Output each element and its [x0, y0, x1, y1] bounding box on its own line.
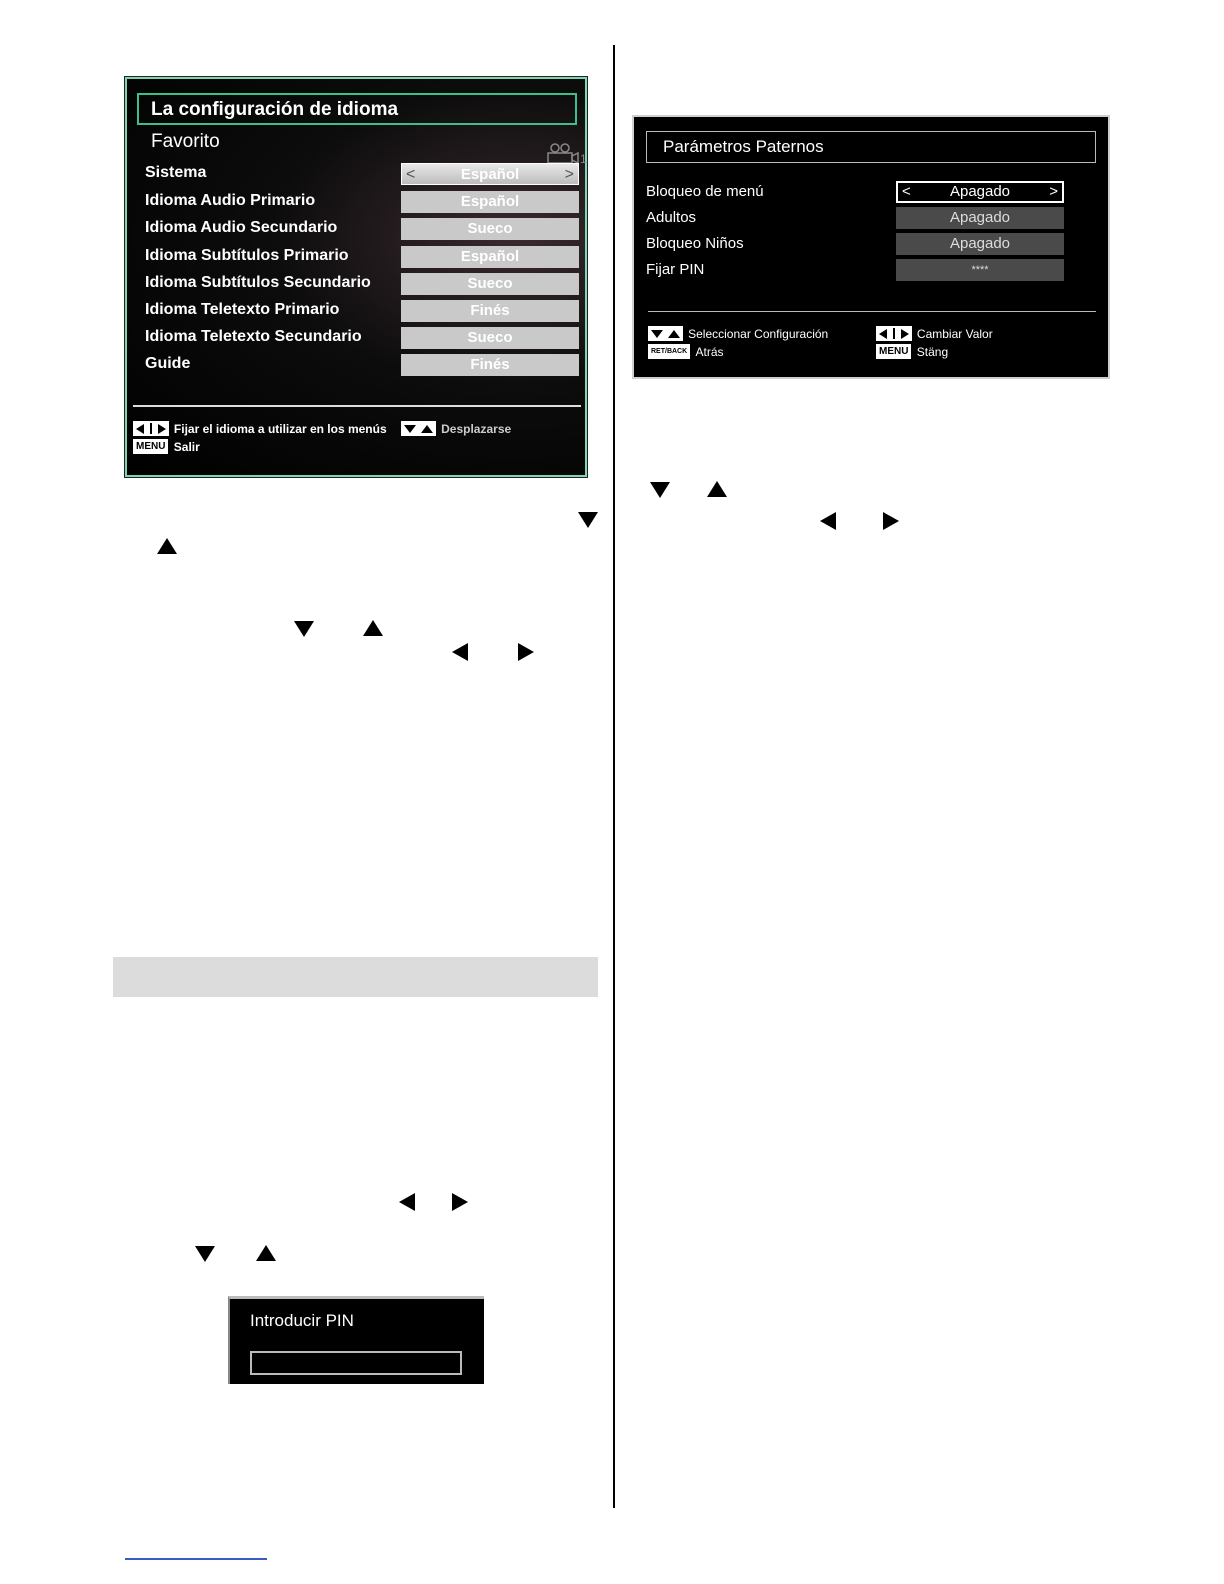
arrow-up-icon	[157, 538, 177, 554]
arrow-left-icon	[820, 512, 836, 530]
menu-key-icon: MENU	[876, 344, 911, 359]
parental-row-adults[interactable]	[646, 207, 1086, 229]
help-change: Cambiar Valor	[876, 326, 993, 341]
arrow-right-icon	[883, 512, 899, 530]
chevron-right-icon[interactable]: >	[564, 166, 574, 183]
row-label: Guide	[145, 355, 191, 372]
row-label: Idioma Subtítulos Primario	[145, 247, 349, 264]
parental-row-set-pin[interactable]	[646, 259, 1086, 281]
parental-row-child-lock[interactable]	[646, 233, 1086, 255]
row-value[interactable]: Finés	[401, 300, 579, 322]
row-label: Idioma Teletexto Primario	[145, 301, 340, 318]
row-label: Sistema	[145, 164, 207, 181]
row-value[interactable]: Apagado	[896, 207, 1064, 229]
column-divider	[613, 45, 615, 1508]
arrow-right-icon	[452, 1193, 468, 1211]
arrow-down-icon	[650, 482, 670, 498]
row-value[interactable]: Sueco	[401, 327, 579, 349]
language-row-audio-primary[interactable]	[145, 191, 585, 215]
arrow-down-icon	[578, 512, 598, 528]
row-label: Bloqueo de menú	[646, 183, 764, 200]
language-value-selector[interactable]	[401, 163, 579, 185]
up-down-key-icon	[648, 326, 683, 341]
arrow-left-icon	[452, 643, 468, 661]
row-label: Fijar PIN	[646, 261, 705, 278]
row-label: Idioma Audio Primario	[145, 192, 316, 209]
row-label: Bloqueo Niños	[646, 235, 744, 252]
help-set-language: Fijar el idioma a utilizar en los menús	[133, 421, 387, 436]
help-close: MENU Stäng	[876, 344, 948, 359]
arrow-up-icon	[256, 1245, 276, 1261]
row-value[interactable]: ****	[896, 259, 1064, 281]
language-row-guide[interactable]	[145, 354, 585, 378]
parental-row-menu-lock[interactable]	[646, 181, 1086, 203]
help-exit: MENU Salir	[133, 439, 200, 454]
parental-settings-screen	[632, 115, 1110, 379]
row-label: Idioma Teletexto Secundario	[145, 328, 362, 345]
language-menu-title: La configuración de idioma	[137, 93, 577, 125]
menu-key-icon: MENU	[133, 439, 168, 454]
arrow-up-icon	[363, 620, 383, 636]
pin-dialog	[228, 1296, 484, 1384]
row-value[interactable]: Apagado	[896, 233, 1064, 255]
help-select: Seleccionar Configuración	[648, 326, 828, 341]
language-row-subtitle-primary[interactable]	[145, 246, 585, 270]
left-right-key-icon	[876, 326, 912, 341]
row-label: Idioma Subtítulos Secundario	[145, 274, 371, 291]
left-right-key-icon	[133, 421, 169, 436]
row-value[interactable]: Sueco	[401, 218, 579, 240]
section-heading-bar	[113, 957, 598, 997]
chevron-right-icon[interactable]: >	[1049, 183, 1058, 200]
row-value[interactable]: Español	[401, 246, 579, 268]
chevron-left-icon[interactable]: <	[406, 166, 416, 183]
language-settings-screen	[125, 77, 587, 477]
up-down-key-icon	[401, 421, 436, 436]
language-row-audio-secondary[interactable]	[145, 218, 585, 242]
row-value: Español	[460, 166, 520, 183]
language-row-sistema[interactable]	[145, 163, 585, 187]
chevron-left-icon[interactable]: <	[902, 183, 911, 200]
footer-underline	[125, 1558, 267, 1560]
help-scroll: Desplazarse	[401, 421, 511, 436]
help-separator	[648, 311, 1096, 312]
row-value[interactable]: Sueco	[401, 273, 579, 295]
language-menu-subtitle: Favorito	[151, 131, 220, 152]
arrow-down-icon	[195, 1246, 215, 1262]
help-back: RET/BACK Atrás	[648, 344, 724, 359]
pin-label: Introducir PIN	[250, 1311, 354, 1330]
parental-value-selector[interactable]	[896, 181, 1064, 203]
arrow-up-icon	[707, 481, 727, 497]
parental-menu-title: Parámetros Paternos	[646, 131, 1096, 163]
back-key-icon: RET/BACK	[648, 344, 690, 359]
row-value[interactable]: Finés	[401, 354, 579, 376]
svg-text:1: 1	[580, 152, 587, 166]
arrow-down-icon	[294, 621, 314, 637]
pin-input[interactable]	[250, 1351, 462, 1375]
row-label: Idioma Audio Secundario	[145, 219, 338, 236]
help-separator	[133, 405, 581, 407]
row-value: Apagado	[949, 183, 1011, 200]
row-label: Adultos	[646, 209, 697, 226]
row-value[interactable]: Español	[401, 191, 579, 213]
language-row-teletext-secondary[interactable]	[145, 327, 585, 351]
arrow-left-icon	[399, 1193, 415, 1211]
language-row-subtitle-secondary[interactable]	[145, 273, 585, 297]
language-row-teletext-primary[interactable]	[145, 300, 585, 324]
arrow-right-icon	[518, 643, 534, 661]
camera-icon	[545, 143, 585, 165]
